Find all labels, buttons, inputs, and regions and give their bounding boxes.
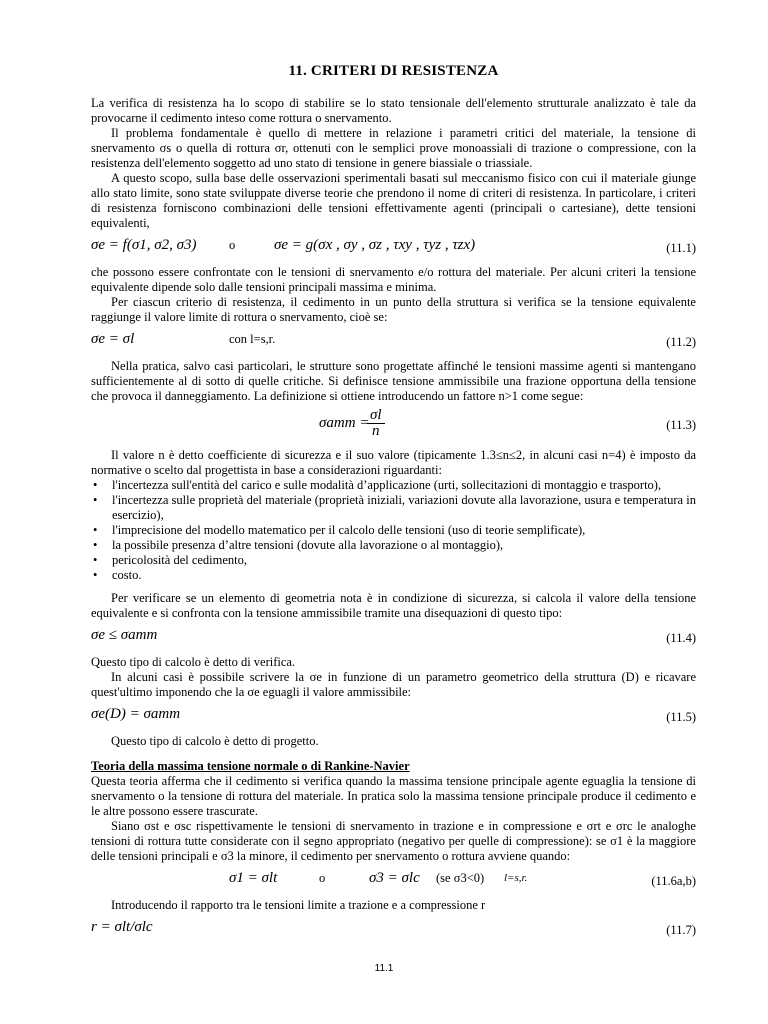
equation-11-7-lhs: r = σlt/σlc: [91, 919, 153, 935]
equation-11-2-condition: con l=s,r.: [229, 332, 276, 346]
equation-11-6-number: (11.6a,b): [651, 874, 696, 888]
equation-11-4-number: (11.4): [666, 631, 696, 645]
equation-11-6-or: o: [319, 871, 326, 885]
paragraph-rankine: Questa teoria afferma che il cedimento si verifica quando la massima tensione principale agente eguaglia la tensione di snervamento o la tensione di rottura del materiale. In pratica solo la massima tensione principale produce il cedimento e le altre possono essere trascurate.: [91, 774, 696, 818]
equation-11-6-condition: (se σ3<0): [436, 871, 485, 885]
equation-11-1-lhs: σe = f(σ1, σ2, σ3): [91, 237, 197, 253]
list-item: • l'incertezza sull'entità del carico e sulle modalità d’applicazione (urti, sollecitazioni di montaggio e trasporto),: [91, 478, 696, 493]
equation-11-3-number: (11.3): [666, 418, 696, 432]
equation-11-5-lhs: σe(D) = σamm: [91, 706, 181, 722]
list-item: • l'incertezza sulle proprietà del materiale (proprietà iniziali, variazioni dovute alla lavorazione, usura e temperatura in esercizio),: [91, 493, 696, 523]
paragraph-equivalent: che possono essere confrontate con le tensioni di snervamento e/o rottura del materiale. Per alcuni criteri la tensione equivalente dipende solo dalle tensioni principali massima e minima.: [91, 265, 696, 294]
equation-11-1-number: (11.1): [666, 241, 696, 255]
paragraph-verifica: Questo tipo di calcolo è detto di verifica.: [91, 655, 296, 669]
equation-11-5-number: (11.5): [666, 710, 696, 724]
paragraph-verification: Per verificare se un elemento di geometria nota è in condizione di sicurezza, si calcola il valore della tensione equivalente e si confronta con la tensione ammissibile tramite una disequazioni di questo tipo:: [91, 591, 696, 620]
paragraph-geometric: In alcuni casi è possibile scrivere la σe in funzione di un parametro geometrico della struttura (D) e ricavare quest'ultimo imponendo che la σe eguagli il valore ammissibile:: [91, 670, 696, 699]
equation-11-4: [91, 625, 696, 651]
section-heading: Teoria della massima tensione normale o di Rankine-Navier: [91, 759, 410, 773]
equation-11-1-rhs: σe = g(σx , σy , σz , τxy , τyz , τzx): [274, 237, 476, 253]
equation-11-3-numerator: σl: [367, 408, 385, 424]
equation-11-7-number: (11.7): [666, 923, 696, 937]
list-item: • pericolosità del cedimento,: [91, 553, 696, 568]
paragraph-ratio: Introducendo il rapporto tra le tensioni limite a trazione e a compressione r: [111, 898, 486, 912]
equation-11-2: [91, 329, 696, 355]
equation-11-1: [91, 235, 696, 261]
equation-11-3-fraction: [367, 408, 385, 439]
page-content: [91, 64, 696, 947]
list-item: • la possibile presenza d’altre tensioni (dovute alla lavorazione o al montaggio),: [91, 538, 696, 553]
paragraph-intro: La verifica di resistenza ha lo scopo di stabilire se lo stato tensionale dell'elemento strutturale analizzato è tale da provocarne il cedimento inteso come rottura o snervamento.: [91, 96, 696, 125]
equation-11-3-denominator: n: [372, 423, 380, 439]
paragraph-limit: Per ciascun criterio di resistenza, il cedimento in un punto della struttura si verifica se la tensione equivalente raggiunge il valore limite di rottura o snervamento, cioè se:: [91, 295, 696, 324]
equation-11-2-number: (11.2): [666, 335, 696, 349]
equation-11-6-lhs: σ1 = σlt: [229, 870, 278, 886]
equation-11-3: [91, 408, 696, 444]
paragraph-safety-factor: Il valore n è detto coefficiente di sicurezza e il suo valore (tipicamente 1.3≤n≤2, in alcuni casi n=4) è imposto da normative o scelto dal progettista in base a considerazioni riguardanti:: [91, 448, 696, 477]
list-item: • costo.: [91, 568, 696, 583]
paragraph-criteria: A questo scopo, sulla base delle osservazioni sperimentali basati sul meccanismo fisico con cui il materiale giunge allo stato limite, sono state sviluppate diverse teorie che prendono il nome di criteri di resistenza. In particolare, i criteri di resistenza forniscono combinazioni delle tensioni effettivamente agenti (principali o cartesiane), dette tensioni equivalenti,: [91, 171, 696, 230]
equation-11-4-lhs: σe ≤ σamm: [91, 627, 158, 643]
page-number: 11.1: [374, 963, 394, 974]
considerations-list: [91, 478, 696, 583]
paragraph-progetto: Questo tipo di calcolo è detto di progetto.: [111, 734, 319, 748]
paragraph-problem: Il problema fondamentale è quello di mettere in relazione i parametri critici del materiale, la tensione di snervamento σs o quella di rottura σr, ottenuti con le semplici prove monoassiali di trazione o compressione, con la resistenza dell'elemento soggetto ad uno stato di tensione in genere biassiale o triassiale.: [91, 126, 696, 170]
list-item: • l'imprecisione del modello matematico per il calcolo delle tensioni (uso di teorie semplificate),: [91, 523, 696, 538]
equation-11-6-rhs: σ3 = σlc: [369, 870, 420, 886]
equation-11-3-lhs: σamm =: [319, 415, 370, 431]
chapter-title: 11. CRITERI DI RESISTENZA: [288, 63, 499, 79]
equation-11-7: [91, 917, 696, 943]
paragraph-admissible: Nella pratica, salvo casi particolari, le strutture sono progettate affinché le tensioni massime agenti si mantengano sufficientemente al di sotto di quelle critiche. Si definisce tensione ammissibile una frazione opportuna della tensione che provoca il danneggiamento. La definizione si ottiene introducendo un fattore n>1 come segue:: [91, 359, 696, 403]
equation-11-6: [91, 868, 696, 894]
equation-11-1-or: o: [229, 238, 236, 252]
paragraph-limit-stresses: Siano σst e σsc rispettivamente le tensioni di snervamento in trazione e in compressione e σrt e σrc le analoghe tensioni di rottura tutte considerate con il segno appropriato (negativo per quelle di compressione): se σ1 è la maggiore delle tensioni principali e σ3 la minore, il cedimento per snervamento o rottura avviene quando:: [91, 819, 696, 863]
equation-11-6-condition-2: l=s,r.: [504, 872, 528, 884]
equation-11-2-lhs: σe = σl: [91, 331, 135, 347]
equation-11-5: [91, 704, 696, 730]
